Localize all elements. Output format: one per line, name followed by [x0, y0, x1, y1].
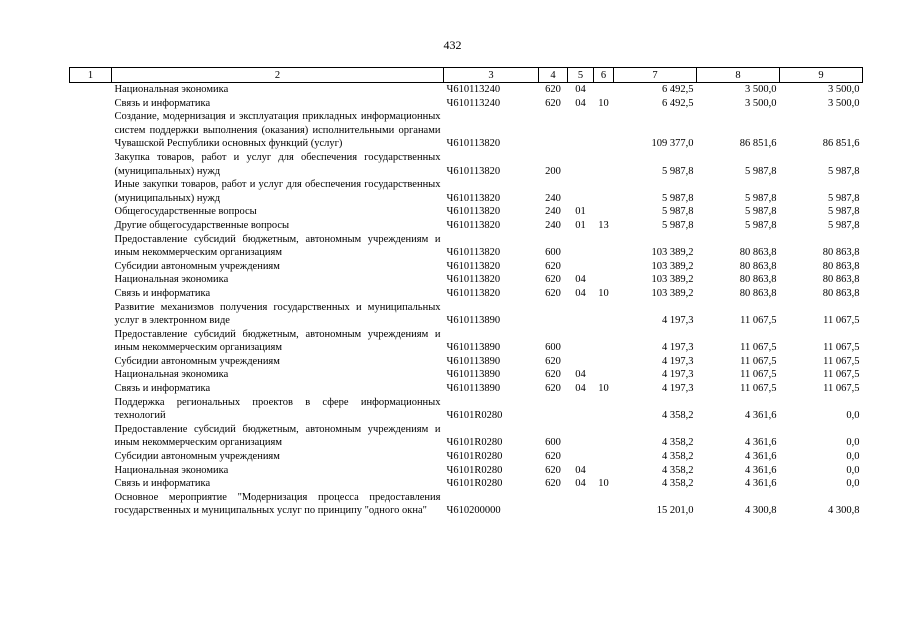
- table-row: [70, 205, 863, 219]
- table-row: [70, 477, 863, 491]
- target-code-cell: Ч610113820: [446, 260, 501, 272]
- col-header-8: 8: [697, 68, 780, 83]
- amount-col7-cell: 103 389,2: [651, 247, 694, 259]
- table-row: [70, 368, 863, 382]
- amount-col7-cell: 4 197,3: [662, 315, 694, 327]
- amount-col7-cell: 4 358,2: [662, 478, 694, 490]
- amount-col9-cell: 0,0: [846, 410, 860, 422]
- section-cell: [568, 178, 594, 205]
- target-code-cell: Ч610113820: [446, 274, 501, 286]
- expense-type-cell: [539, 396, 568, 423]
- item-name-cell: Связь и информатика: [114, 97, 211, 109]
- amount-col8-cell: 80 863,8: [739, 287, 777, 299]
- expense-type-cell: 240: [545, 206, 561, 218]
- target-code-cell: Ч610113890: [446, 315, 501, 327]
- item-name-cell: Субсидии автономным учреждениям: [114, 355, 280, 367]
- expense-type-cell: 200: [545, 165, 561, 177]
- subsection-cell: [594, 328, 614, 355]
- table-row: [70, 423, 863, 450]
- col-header-6: 6: [594, 68, 614, 83]
- section-cell: 04: [575, 274, 586, 286]
- subsection-cell: [594, 110, 614, 151]
- amount-col9-cell: 11 067,5: [823, 369, 860, 381]
- target-code-cell: Ч610113820: [446, 138, 501, 150]
- expense-type-cell: 600: [545, 247, 561, 259]
- amount-col7-cell: 5 987,8: [662, 219, 694, 231]
- section-cell: 01: [575, 206, 586, 218]
- amount-col8-cell: 80 863,8: [739, 247, 777, 259]
- table-row: [70, 450, 863, 464]
- amount-col8-cell: 5 987,8: [745, 165, 777, 177]
- item-name-cell: Развитие механизмов получения государственных и муниципальных услуг в электронном виде: [114, 301, 441, 327]
- expense-type-cell: 620: [545, 464, 561, 476]
- subsection-cell: [594, 83, 614, 97]
- item-name-cell: Национальная экономика: [114, 84, 229, 95]
- amount-col9-cell: 4 300,8: [828, 505, 860, 517]
- target-code-cell: Ч610113890: [446, 383, 501, 395]
- col-header-1: 1: [70, 68, 112, 83]
- row-number-cell: [70, 382, 112, 396]
- table-row: [70, 491, 863, 518]
- amount-col8-cell: 4 361,6: [745, 451, 777, 463]
- row-number-cell: [70, 83, 112, 97]
- table-row: [70, 355, 863, 369]
- table-row: [70, 178, 863, 205]
- subsection-cell: [594, 233, 614, 260]
- expense-type-cell: 600: [545, 342, 561, 354]
- expense-type-cell: 240: [545, 192, 561, 204]
- item-name-cell: Связь и информатика: [114, 287, 211, 299]
- expense-type-cell: 620: [545, 84, 561, 95]
- subsection-cell: [594, 205, 614, 219]
- table-row: [70, 260, 863, 274]
- target-code-cell: Ч6101R0280: [446, 410, 503, 422]
- section-cell: 04: [575, 84, 586, 95]
- section-cell: [568, 260, 594, 274]
- section-cell: [568, 396, 594, 423]
- expense-type-cell: 620: [545, 369, 561, 381]
- section-cell: [568, 110, 594, 151]
- item-name-cell: Основное мероприятие "Модернизация процесса предоставления государственных и муниципальных услуг по принципу "одного окна": [114, 491, 441, 517]
- amount-col7-cell: 103 389,2: [651, 260, 694, 272]
- amount-col8-cell: 4 361,6: [745, 464, 777, 476]
- amount-col9-cell: 86 851,6: [822, 138, 860, 150]
- row-number-cell: [70, 233, 112, 260]
- amount-col8-cell: 11 067,5: [740, 355, 777, 367]
- amount-col8-cell: 5 987,8: [745, 192, 777, 204]
- item-name-cell: Национальная экономика: [114, 369, 229, 381]
- amount-col8-cell: 4 361,6: [745, 410, 777, 422]
- table-row: [70, 83, 863, 97]
- expense-type-cell: 620: [545, 355, 561, 367]
- expense-type-cell: 620: [545, 260, 561, 272]
- amount-col9-cell: 5 987,8: [828, 165, 860, 177]
- section-cell: 04: [575, 383, 586, 395]
- item-name-cell: Иные закупки товаров, работ и услуг для обеспечения государственных (муниципальных) нужд: [114, 179, 441, 204]
- amount-col9-cell: 5 987,8: [828, 192, 860, 204]
- amount-col9-cell: 5 987,8: [828, 206, 860, 218]
- section-cell: [568, 301, 594, 328]
- expense-type-cell: [539, 301, 568, 328]
- row-number-cell: [70, 355, 112, 369]
- row-number-cell: [70, 301, 112, 328]
- amount-col8-cell: 5 987,8: [745, 206, 777, 218]
- item-name-cell: Создание, модернизация и эксплуатация прикладных информационных систем поддержки выполнения (оказания) исполнительными органами Чувашской Республики основных функций (услуг): [114, 111, 441, 150]
- section-cell: [568, 233, 594, 260]
- amount-col8-cell: 4 300,8: [745, 505, 777, 517]
- col-header-2: 2: [112, 68, 444, 83]
- expense-type-cell: [539, 110, 568, 151]
- table-row: [70, 273, 863, 287]
- target-code-cell: Ч610113890: [446, 342, 501, 354]
- target-code-cell: Ч610113820: [446, 287, 501, 299]
- section-cell: 04: [575, 478, 586, 490]
- section-cell: [568, 423, 594, 450]
- section-cell: 04: [575, 369, 586, 381]
- amount-col9-cell: 0,0: [846, 464, 860, 476]
- subsection-cell: [594, 151, 614, 178]
- target-code-cell: Ч610113820: [446, 192, 501, 204]
- table-row: [70, 464, 863, 478]
- target-code-cell: Ч610113890: [446, 355, 501, 367]
- expense-type-cell: 620: [545, 383, 561, 395]
- amount-col9-cell: 11 067,5: [823, 383, 860, 395]
- table-row: [70, 328, 863, 355]
- target-code-cell: Ч610113890: [446, 369, 501, 381]
- item-name-cell: Национальная экономика: [114, 274, 229, 286]
- amount-col9-cell: 5 987,8: [828, 219, 860, 231]
- amount-col7-cell: 103 389,2: [651, 287, 694, 299]
- row-number-cell: [70, 273, 112, 287]
- amount-col7-cell: 4 358,2: [662, 451, 694, 463]
- row-number-cell: [70, 450, 112, 464]
- row-number-cell: [70, 97, 112, 111]
- section-cell: [568, 328, 594, 355]
- amount-col7-cell: 4 358,2: [662, 410, 694, 422]
- row-number-cell: [70, 110, 112, 151]
- target-code-cell: Ч6101R0280: [446, 478, 503, 490]
- amount-col7-cell: 5 987,8: [662, 192, 694, 204]
- subsection-cell: [594, 368, 614, 382]
- section-cell: 04: [575, 464, 586, 476]
- expense-type-cell: 620: [545, 478, 561, 490]
- section-cell: [568, 491, 594, 518]
- item-name-cell: Субсидии автономным учреждениям: [114, 451, 280, 463]
- row-number-cell: [70, 151, 112, 178]
- item-name-cell: Связь и информатика: [114, 478, 211, 490]
- amount-col7-cell: 4 197,3: [662, 355, 694, 367]
- col-header-5: 5: [568, 68, 594, 83]
- target-code-cell: Ч610113240: [446, 97, 501, 109]
- table-row: [70, 382, 863, 396]
- row-number-cell: [70, 219, 112, 233]
- target-code-cell: Ч610113820: [446, 247, 501, 259]
- row-number-cell: [70, 260, 112, 274]
- row-number-cell: [70, 368, 112, 382]
- amount-col9-cell: 80 863,8: [822, 274, 860, 286]
- row-number-cell: [70, 477, 112, 491]
- table-row: [70, 287, 863, 301]
- amount-col7-cell: 6 492,5: [662, 97, 694, 109]
- target-code-cell: Ч610113820: [446, 206, 501, 218]
- item-name-cell: Предоставление субсидий бюджетным, автономным учреждениям и иным некоммерческим организациям: [114, 423, 441, 449]
- col-header-4: 4: [539, 68, 568, 83]
- table-header: [70, 68, 863, 83]
- amount-col7-cell: 4 197,3: [662, 383, 694, 395]
- col-header-7: 7: [614, 68, 697, 83]
- section-cell: 04: [575, 97, 586, 109]
- subsection-cell: [594, 491, 614, 518]
- amount-col7-cell: 5 987,8: [662, 165, 694, 177]
- item-name-cell: Общегосударственные вопросы: [114, 206, 257, 218]
- expense-type-cell: 620: [545, 287, 561, 299]
- subsection-cell: [594, 396, 614, 423]
- expense-type-cell: 620: [545, 451, 561, 463]
- amount-col9-cell: 0,0: [846, 437, 860, 449]
- amount-col8-cell: 11 067,5: [740, 369, 777, 381]
- subsection-cell: [594, 178, 614, 205]
- table-row: [70, 219, 863, 233]
- subsection-cell: 10: [598, 287, 609, 299]
- target-code-cell: Ч6101R0280: [446, 437, 503, 449]
- subsection-cell: [594, 301, 614, 328]
- amount-col7-cell: 4 197,3: [662, 342, 694, 354]
- amount-col8-cell: 3 500,0: [745, 97, 777, 109]
- amount-col8-cell: 11 067,5: [740, 342, 777, 354]
- amount-col9-cell: 0,0: [846, 451, 860, 463]
- amount-col8-cell: 11 067,5: [740, 315, 777, 327]
- amount-col7-cell: 4 358,2: [662, 464, 694, 476]
- amount-col9-cell: 0,0: [846, 478, 860, 490]
- target-code-cell: Ч6101R0280: [446, 451, 503, 463]
- table-row: [70, 301, 863, 328]
- subsection-cell: [594, 260, 614, 274]
- amount-col7-cell: 5 987,8: [662, 206, 694, 218]
- target-code-cell: Ч610200000: [446, 505, 501, 517]
- amount-col8-cell: 11 067,5: [740, 383, 777, 395]
- subsection-cell: 10: [598, 97, 609, 109]
- amount-col7-cell: 103 389,2: [651, 274, 694, 286]
- row-number-cell: [70, 328, 112, 355]
- subsection-cell: [594, 423, 614, 450]
- amount-col9-cell: 11 067,5: [823, 315, 860, 327]
- row-number-cell: [70, 464, 112, 478]
- target-code-cell: Ч610113240: [446, 84, 501, 95]
- expense-type-cell: [539, 491, 568, 518]
- target-code-cell: Ч610113820: [446, 165, 501, 177]
- budget-table: [69, 67, 863, 518]
- amount-col9-cell: 80 863,8: [822, 247, 860, 259]
- item-name-cell: Закупка товаров, работ и услуг для обеспечения государственных (муниципальных) нужд: [114, 151, 441, 177]
- amount-col9-cell: 11 067,5: [823, 342, 860, 354]
- subsection-cell: [594, 273, 614, 287]
- row-number-cell: [70, 491, 112, 518]
- amount-col7-cell: 109 377,0: [651, 138, 694, 150]
- table-row: [70, 110, 863, 151]
- section-cell: 01: [575, 219, 586, 231]
- amount-col7-cell: 4 197,3: [662, 369, 694, 381]
- amount-col9-cell: 80 863,8: [822, 287, 860, 299]
- expense-type-cell: 600: [545, 437, 561, 449]
- amount-col8-cell: 80 863,8: [739, 260, 777, 272]
- section-cell: [568, 151, 594, 178]
- row-number-cell: [70, 287, 112, 301]
- section-cell: [568, 450, 594, 464]
- table-row: [70, 233, 863, 260]
- amount-col7-cell: 15 201,0: [656, 505, 694, 517]
- amount-col7-cell: 6 492,5: [662, 84, 694, 95]
- expense-type-cell: 620: [545, 97, 561, 109]
- amount-col8-cell: 4 361,6: [745, 437, 777, 449]
- amount-col8-cell: 4 361,6: [745, 478, 777, 490]
- subsection-cell: [594, 464, 614, 478]
- target-code-cell: Ч610113820: [446, 219, 501, 231]
- section-cell: 04: [575, 287, 586, 299]
- col-header-3: 3: [444, 68, 539, 83]
- item-name-cell: Поддержка региональных проектов в сфере информационных технологий: [114, 396, 441, 422]
- table-row: [70, 396, 863, 423]
- amount-col9-cell: 11 067,5: [823, 355, 860, 367]
- row-number-cell: [70, 423, 112, 450]
- amount-col7-cell: 4 358,2: [662, 437, 694, 449]
- row-number-cell: [70, 178, 112, 205]
- item-name-cell: Связь и информатика: [114, 383, 211, 395]
- subsection-cell: 10: [598, 383, 609, 395]
- row-number-cell: [70, 396, 112, 423]
- subsection-cell: 13: [598, 219, 609, 231]
- subsection-cell: [594, 450, 614, 464]
- table-row: [70, 97, 863, 111]
- item-name-cell: Предоставление субсидий бюджетным, автономным учреждениям и иным некоммерческим организациям: [114, 233, 441, 259]
- item-name-cell: Субсидии автономным учреждениям: [114, 260, 280, 272]
- amount-col8-cell: 3 500,0: [745, 84, 777, 95]
- item-name-cell: Национальная экономика: [114, 464, 229, 476]
- subsection-cell: [594, 355, 614, 369]
- table-body: [70, 83, 863, 519]
- amount-col9-cell: 80 863,8: [822, 260, 860, 272]
- page-number: 432: [443, 38, 462, 52]
- amount-col9-cell: 3 500,0: [828, 97, 860, 109]
- amount-col9-cell: 3 500,0: [828, 84, 860, 95]
- row-number-cell: [70, 205, 112, 219]
- amount-col8-cell: 80 863,8: [739, 274, 777, 286]
- subsection-cell: 10: [598, 478, 609, 490]
- expense-type-cell: 620: [545, 274, 561, 286]
- expense-type-cell: 240: [545, 219, 561, 231]
- table-row: [70, 151, 863, 178]
- item-name-cell: Другие общегосударственные вопросы: [114, 219, 290, 231]
- col-header-9: 9: [780, 68, 863, 83]
- section-cell: [568, 355, 594, 369]
- item-name-cell: Предоставление субсидий бюджетным, автономным учреждениям и иным некоммерческим организациям: [114, 328, 441, 354]
- amount-col8-cell: 5 987,8: [745, 219, 777, 231]
- target-code-cell: Ч6101R0280: [446, 464, 503, 476]
- amount-col8-cell: 86 851,6: [739, 138, 777, 150]
